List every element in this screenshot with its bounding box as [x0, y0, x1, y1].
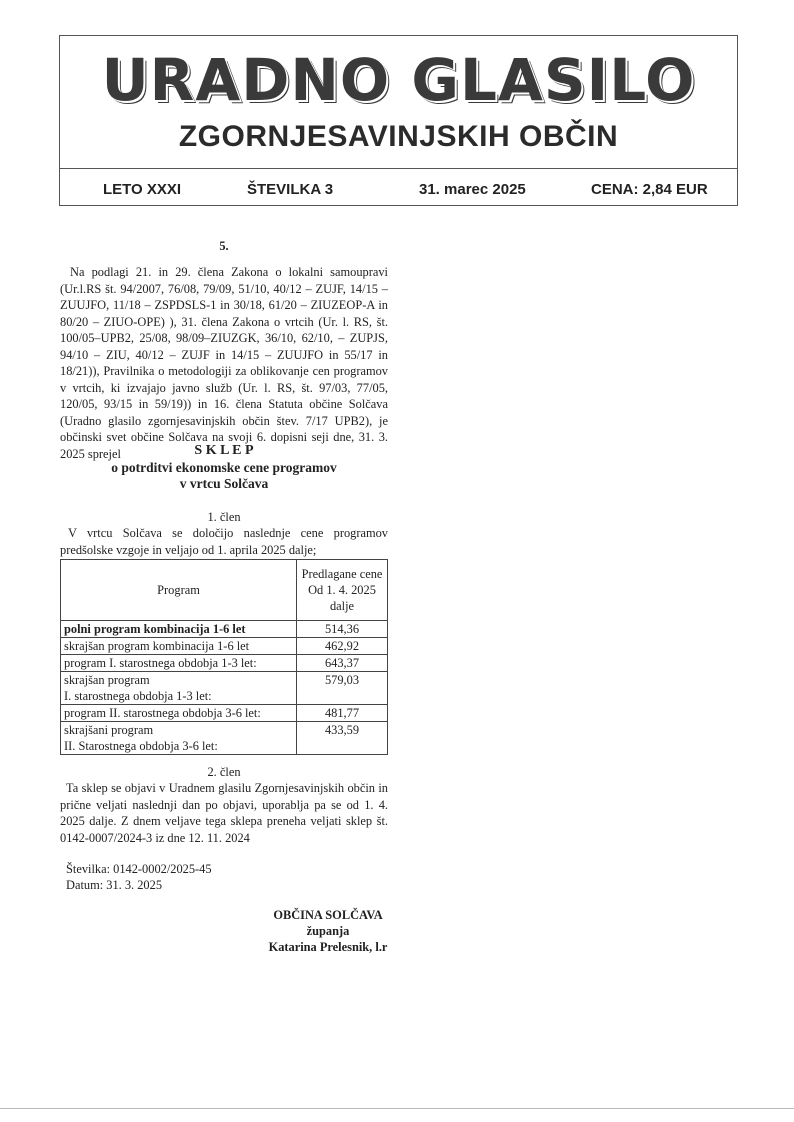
decision-subtitle-2: v vrtcu Solčava — [179, 476, 269, 491]
document-number: Številka: 0142-0002/2025-45 — [66, 862, 212, 876]
publication-title: URADNO GLASILO — [101, 46, 696, 114]
article-number: 5. — [219, 239, 229, 253]
page-bottom-rule — [0, 1108, 794, 1109]
table-header-row — [61, 560, 388, 621]
publication-subtitle: ZGORNJESAVINJSKIH OBČIN — [178, 120, 619, 153]
masthead — [59, 35, 738, 206]
date-label: 31. marec 2025 — [419, 181, 526, 198]
price-cell: 433,59 — [297, 722, 388, 755]
article-2-heading: 2. člen — [207, 765, 241, 779]
program-cell: program I. starostnega obdobja 1-3 let: — [61, 655, 297, 672]
price-table — [60, 559, 388, 755]
price-cell: 462,92 — [297, 638, 388, 655]
article-2-text: Ta sklep se objavi v Uradnem glasilu Zgornjesavinjskih občin in prične veljati naslednji dan po objavi, uporablja pa se od 1. 4. 2025 dalje. Z dnem veljave tega sklepa preneha veljati sklep št. 0142-0007/2024-3 iz dne 12. 11. 2024 — [60, 781, 388, 845]
price-label: CENA: 2,84 EUR — [591, 181, 708, 198]
article-1-heading: 1. člen — [207, 510, 241, 524]
program-cell: polni program kombinacija 1-6 let — [61, 621, 297, 638]
program-cell — [61, 722, 297, 755]
table-row — [61, 655, 388, 672]
year-label: LETO XXXI — [103, 181, 182, 198]
article-1-text: V vrtcu Solčava se določijo naslednje cene programov predšolske vzgoje in veljajo od 1. aprila 2025 dalje; — [60, 526, 388, 557]
program-line-1: skrajšani program — [64, 723, 154, 737]
price-cell: 514,36 — [297, 621, 388, 638]
column-header-program: Program — [61, 560, 297, 621]
decision-title: S K L E P — [194, 443, 254, 458]
program-line-1: skrajšan program — [64, 673, 150, 687]
signature-organization: OBČINA SOLČAVA — [273, 908, 383, 922]
signature-role: županja — [306, 924, 350, 938]
document-date: Datum: 31. 3. 2025 — [66, 878, 163, 892]
price-cell: 643,37 — [297, 655, 388, 672]
column-header-price: Predlagane cene Od 1. 4. 2025 dalje — [297, 560, 388, 621]
table-row — [61, 722, 388, 755]
program-line-2: I. starostnega obdobja 1-3 let: — [64, 689, 212, 703]
masthead-brand — [60, 36, 737, 169]
program-cell: program II. starostnega obdobja 3-6 let: — [61, 705, 297, 722]
table-row — [61, 705, 388, 722]
table-row — [61, 672, 388, 705]
program-line-2: II. Starostnega obdobja 3-6 let: — [64, 739, 218, 753]
program-cell: skrajšan program kombinacija 1-6 let — [61, 638, 297, 655]
price-cell: 579,03 — [297, 672, 388, 705]
decision-subtitle-1: o potrditvi ekonomske cene programov — [111, 460, 337, 475]
table-row — [61, 638, 388, 655]
program-cell — [61, 672, 297, 705]
issue-label: ŠTEVILKA 3 — [247, 181, 334, 198]
signature-name: Katarina Prelesnik, l.r — [268, 940, 388, 954]
preamble: Na podlagi 21. in 29. člena Zakona o lokalni samoupravi (Ur.l.RS št. 94/2007, 76/08, 79/09, 51/10, 40/12 – ZUJF, 14/15 – ZUUJFO, 11/18 – ZSPDSLS-1 in 30/18, 61/20 – ZIUZEOP-A in 80/20 – ZIUO-OPE) ), 31. člena Zakona o vrtcih (Ur. l. RS, št. 100/05–UPB2, 25/08, 98/09–ZIUZGK, 36/10, 62/10, – ZUPJS, 94/10 – ZIU, 40/12 – ZUJF in 14/15 – ZUUJFO in 55/17 in 18/21)), Pravilnika o metodologiji za oblikovanje cen programov v vrtcih, ki izvajajo javno služb (Ur. l. RS, št. 97/03, 77/05, 120/05, 93/15 in 59/19)) in 16. člena Statuta občine Solčava (Uradno glasilo zgornjesavinjskih občin štev. 7/17 UPB2), je občinski svet občine Solčava na svoji 6. dopisni seji dne, 31. 3. 2025 sprejel — [60, 265, 388, 461]
table-row — [61, 621, 388, 638]
price-cell: 481,77 — [297, 705, 388, 722]
